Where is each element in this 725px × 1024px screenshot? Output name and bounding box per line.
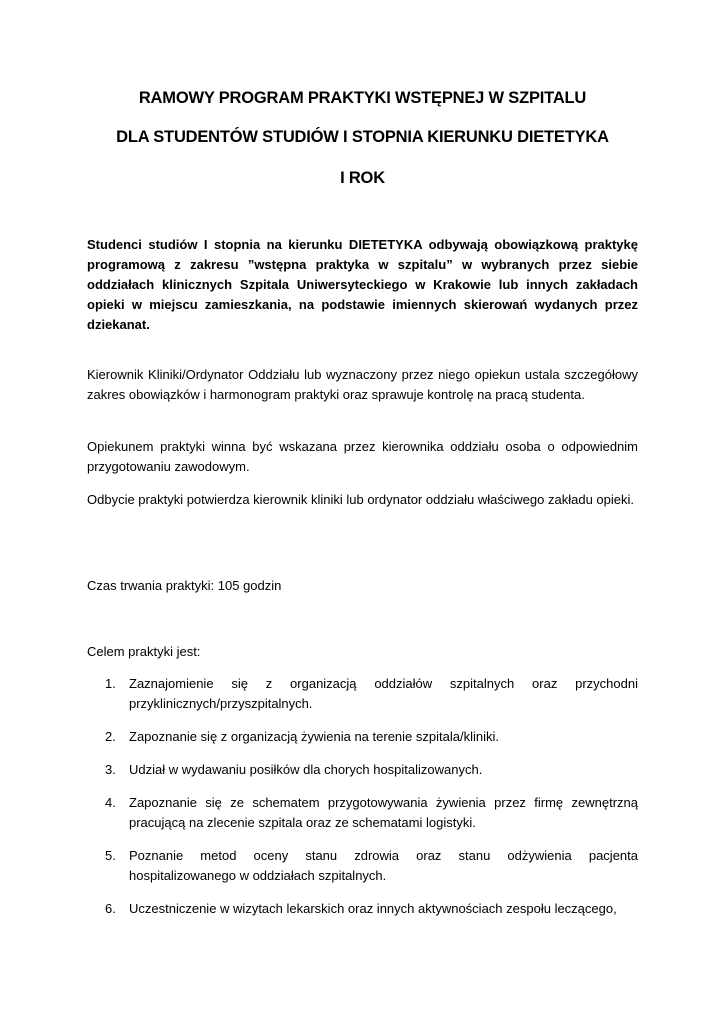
list-item-text: Zapoznanie się ze schematem przygotowywania żywienia przez firmę zewnętrzną pracującą na zlecenie szpitala oraz ze schematami logistyki. [129, 795, 638, 830]
list-item-text: Uczestniczenie w wizytach lekarskich oraz innych aktywnościach zespołu leczącego, [129, 901, 617, 916]
document-title-line-2: DLA STUDENTÓW STUDIÓW I STOPNIA KIERUNKU DIETETYKA [116, 128, 609, 146]
list-item-text: Udział w wydawaniu posiłków dla chorych hospitalizowanych. [129, 762, 483, 777]
document-title-line-3: I ROK [340, 169, 385, 187]
list-item-number: 1. [105, 676, 116, 691]
goals-list [105, 674, 638, 932]
list-item-number: 6. [105, 901, 116, 916]
paragraph-supervisor: Kierownik Kliniki/Ordynator Oddziału lub wyznaczony przez niego opiekun ustala szczegółowy zakres obowiązków i harmonogram praktyki oraz sprawuje kontrolę na pracą studenta. [87, 367, 638, 402]
list-item [105, 674, 638, 714]
list-item [105, 899, 638, 919]
paragraph-confirmation: Odbycie praktyki potwierdza kierownik kliniki lub ordynator oddziału właściwego zakładu opieki. [87, 492, 634, 507]
list-item [105, 727, 638, 747]
list-item [105, 793, 638, 833]
intro-paragraph: Studenci studiów I stopnia na kierunku DIETETYKA odbywają obowiązkową praktykę programową z zakresu ”wstępna praktyka w szpitalu” w wybranych przez siebie oddziałach klinicznych Szpitala Uniwersyteckiego w Krakowie lub innych zakładach opieki w miejscu zamieszkania, na podstawie imiennych skierowań wydanych przez dziekanat. [87, 237, 638, 332]
goals-heading: Celem praktyki jest: [87, 644, 201, 659]
list-item [105, 846, 638, 886]
duration-text: Czas trwania praktyki: 105 godzin [87, 578, 282, 593]
list-item-number: 2. [105, 729, 116, 744]
list-item-number: 3. [105, 762, 116, 777]
list-item-text: Poznanie metod oceny stanu zdrowia oraz stanu odżywienia pacjenta hospitalizowanego w oddziałach szpitalnych. [129, 848, 638, 883]
list-item-text: Zaznajomienie się z organizacją oddziałów szpitalnych oraz przychodni przyklinicznych/przyszpitalnych. [129, 676, 638, 711]
list-item-number: 4. [105, 795, 116, 810]
document-title-line-1: RAMOWY PROGRAM PRAKTYKI WSTĘPNEJ W SZPITALU [138, 89, 587, 107]
paragraph-tutor: Opiekunem praktyki winna być wskazana przez kierownika oddziału osoba o odpowiednim przygotowaniu zawodowym. [87, 439, 638, 474]
list-item-text: Zapoznanie się z organizacją żywienia na terenie szpitala/kliniki. [129, 729, 499, 744]
list-item-number: 5. [105, 848, 116, 863]
list-item [105, 760, 638, 780]
